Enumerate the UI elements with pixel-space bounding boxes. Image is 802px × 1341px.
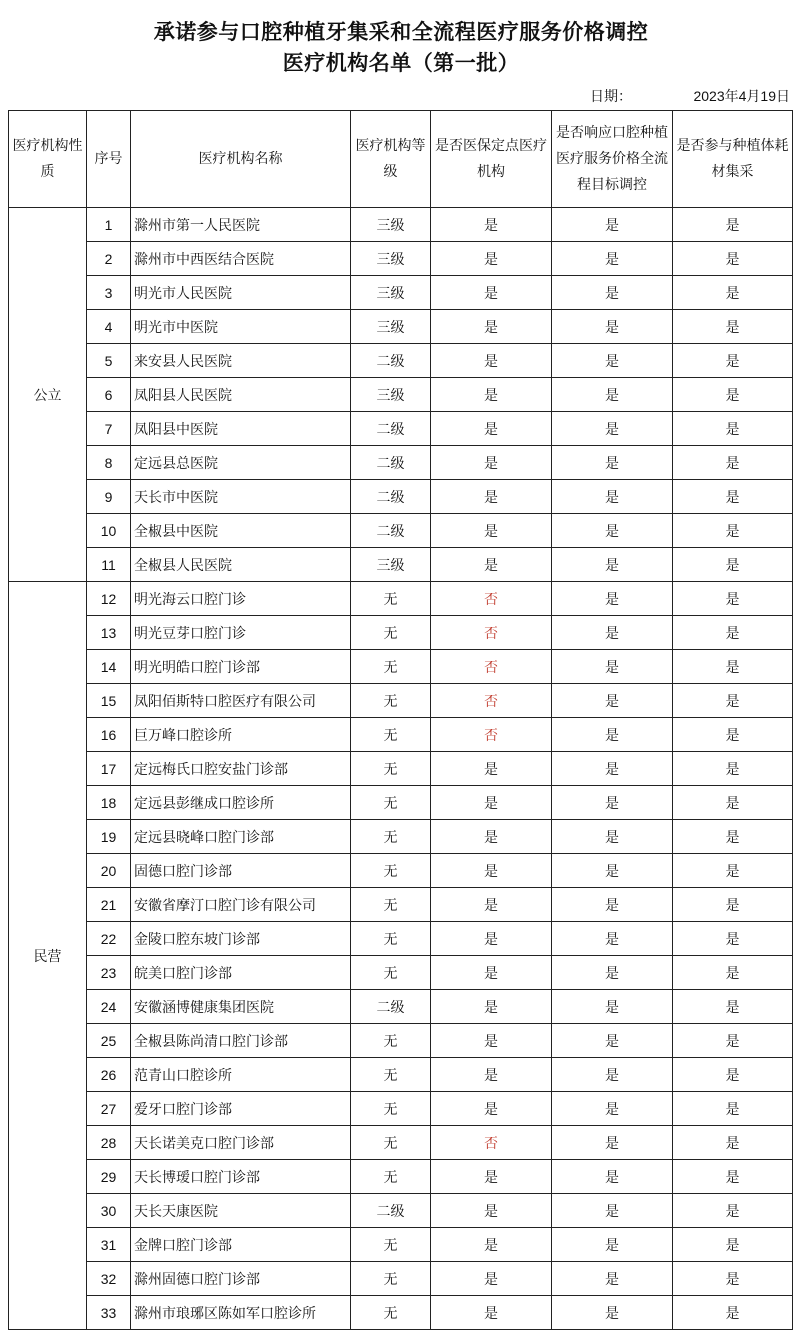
cell-name: 固德口腔门诊部: [131, 854, 351, 888]
cell-insurance: 是: [431, 1092, 552, 1126]
cell-seq: 26: [87, 1058, 131, 1092]
cell-name: 安徽涵博健康集团医院: [131, 990, 351, 1024]
cell-insurance: 是: [431, 888, 552, 922]
cell-price-control: 是: [552, 1194, 673, 1228]
cell-seq: 3: [87, 276, 131, 310]
table-row: [9, 820, 793, 854]
cell-insurance: 是: [431, 820, 552, 854]
cell-seq: 17: [87, 752, 131, 786]
cell-name: 皖美口腔门诊部: [131, 956, 351, 990]
cell-name: 凤阳县人民医院: [131, 378, 351, 412]
cell-level: 无: [351, 1024, 431, 1058]
table-row: [9, 718, 793, 752]
table-row: [9, 1262, 793, 1296]
cell-insurance: 是: [431, 956, 552, 990]
cell-procurement: 是: [673, 310, 793, 344]
table-row: [9, 276, 793, 310]
cell-seq: 19: [87, 820, 131, 854]
cell-seq: 21: [87, 888, 131, 922]
cell-name: 明光市人民医院: [131, 276, 351, 310]
table-row: [9, 1228, 793, 1262]
header-name: 医疗机构名称: [131, 111, 351, 208]
group-label: 公立: [9, 208, 87, 582]
cell-level: 二级: [351, 412, 431, 446]
cell-procurement: 是: [673, 820, 793, 854]
cell-level: 二级: [351, 344, 431, 378]
cell-insurance: 是: [431, 786, 552, 820]
cell-name: 天长天康医院: [131, 1194, 351, 1228]
cell-insurance: 是: [431, 480, 552, 514]
cell-insurance: 是: [431, 1058, 552, 1092]
cell-name: 滁州固德口腔门诊部: [131, 1262, 351, 1296]
table-row: [9, 786, 793, 820]
cell-level: 二级: [351, 990, 431, 1024]
cell-name: 全椒县陈尚清口腔门诊部: [131, 1024, 351, 1058]
cell-procurement: 是: [673, 854, 793, 888]
cell-price-control: 是: [552, 820, 673, 854]
table-row: [9, 888, 793, 922]
cell-price-control: 是: [552, 650, 673, 684]
cell-procurement: 是: [673, 616, 793, 650]
cell-insurance: 是: [431, 344, 552, 378]
cell-price-control: 是: [552, 1160, 673, 1194]
cell-price-control: 是: [552, 514, 673, 548]
cell-insurance: 是: [431, 1228, 552, 1262]
table-row: [9, 344, 793, 378]
cell-seq: 15: [87, 684, 131, 718]
cell-insurance: 是: [431, 1160, 552, 1194]
cell-price-control: 是: [552, 684, 673, 718]
cell-seq: 32: [87, 1262, 131, 1296]
table-row: [9, 922, 793, 956]
cell-seq: 24: [87, 990, 131, 1024]
cell-name: 凤阳佰斯特口腔医疗有限公司: [131, 684, 351, 718]
cell-name: 滁州市第一人民医院: [131, 208, 351, 242]
cell-name: 定远梅氏口腔安盐门诊部: [131, 752, 351, 786]
cell-procurement: 是: [673, 1024, 793, 1058]
table-row: [9, 616, 793, 650]
cell-name: 爱牙口腔门诊部: [131, 1092, 351, 1126]
cell-level: 无: [351, 922, 431, 956]
date-label: 日期：: [590, 89, 632, 105]
cell-seq: 28: [87, 1126, 131, 1160]
cell-procurement: 是: [673, 922, 793, 956]
cell-name: 安徽省摩汀口腔门诊有限公司: [131, 888, 351, 922]
cell-seq: 8: [87, 446, 131, 480]
table-row: [9, 990, 793, 1024]
cell-name: 金牌口腔门诊部: [131, 1228, 351, 1262]
header-insurance: 是否医保定点医疗机构: [431, 111, 552, 208]
cell-level: 无: [351, 718, 431, 752]
table-row: [9, 548, 793, 582]
cell-level: 无: [351, 854, 431, 888]
cell-insurance: 是: [431, 990, 552, 1024]
cell-procurement: 是: [673, 786, 793, 820]
cell-procurement: 是: [673, 548, 793, 582]
cell-insurance: 否: [431, 1126, 552, 1160]
cell-procurement: 是: [673, 990, 793, 1024]
cell-procurement: 是: [673, 1228, 793, 1262]
cell-insurance: 是: [431, 242, 552, 276]
cell-price-control: 是: [552, 412, 673, 446]
cell-level: 无: [351, 888, 431, 922]
table-row: [9, 956, 793, 990]
cell-seq: 14: [87, 650, 131, 684]
cell-level: 无: [351, 616, 431, 650]
cell-procurement: 是: [673, 752, 793, 786]
cell-name: 定远县总医院: [131, 446, 351, 480]
cell-price-control: 是: [552, 276, 673, 310]
header-seq: 序号: [87, 111, 131, 208]
cell-name: 凤阳县中医院: [131, 412, 351, 446]
cell-procurement: 是: [673, 1296, 793, 1330]
cell-name: 滁州市中西医结合医院: [131, 242, 351, 276]
cell-insurance: 是: [431, 922, 552, 956]
header-procurement: 是否参与种植体耗材集采: [673, 111, 793, 208]
cell-insurance: 是: [431, 412, 552, 446]
table-row: [9, 752, 793, 786]
cell-price-control: 是: [552, 446, 673, 480]
date-value: 2023年4月19日: [693, 88, 790, 104]
cell-seq: 2: [87, 242, 131, 276]
cell-level: 无: [351, 1058, 431, 1092]
cell-seq: 9: [87, 480, 131, 514]
cell-seq: 20: [87, 854, 131, 888]
cell-name: 明光市中医院: [131, 310, 351, 344]
cell-level: 二级: [351, 446, 431, 480]
cell-level: 无: [351, 786, 431, 820]
cell-insurance: 是: [431, 378, 552, 412]
cell-price-control: 是: [552, 786, 673, 820]
cell-price-control: 是: [552, 1024, 673, 1058]
cell-price-control: 是: [552, 616, 673, 650]
cell-name: 天长市中医院: [131, 480, 351, 514]
cell-procurement: 是: [673, 1058, 793, 1092]
cell-procurement: 是: [673, 514, 793, 548]
cell-seq: 23: [87, 956, 131, 990]
cell-seq: 18: [87, 786, 131, 820]
cell-insurance: 是: [431, 1262, 552, 1296]
cell-level: 无: [351, 1228, 431, 1262]
cell-insurance: 否: [431, 684, 552, 718]
cell-name: 明光明皓口腔门诊部: [131, 650, 351, 684]
cell-price-control: 是: [552, 1126, 673, 1160]
table-row: [9, 1194, 793, 1228]
table-row: [9, 412, 793, 446]
cell-level: 无: [351, 1296, 431, 1330]
cell-level: 无: [351, 1262, 431, 1296]
table-row: [9, 208, 793, 242]
cell-seq: 12: [87, 582, 131, 616]
cell-procurement: 是: [673, 1194, 793, 1228]
cell-procurement: 是: [673, 650, 793, 684]
cell-seq: 31: [87, 1228, 131, 1262]
cell-insurance: 是: [431, 548, 552, 582]
table-row: [9, 242, 793, 276]
cell-level: 无: [351, 752, 431, 786]
cell-seq: 16: [87, 718, 131, 752]
table-row: [9, 1126, 793, 1160]
cell-insurance: 是: [431, 276, 552, 310]
cell-level: 无: [351, 650, 431, 684]
cell-seq: 7: [87, 412, 131, 446]
cell-price-control: 是: [552, 1058, 673, 1092]
cell-insurance: 是: [431, 1296, 552, 1330]
cell-price-control: 是: [552, 582, 673, 616]
cell-name: 范青山口腔诊所: [131, 1058, 351, 1092]
cell-price-control: 是: [552, 1092, 673, 1126]
cell-price-control: 是: [552, 888, 673, 922]
cell-level: 无: [351, 684, 431, 718]
cell-name: 天长博瑷口腔门诊部: [131, 1160, 351, 1194]
cell-price-control: 是: [552, 922, 673, 956]
cell-procurement: 是: [673, 276, 793, 310]
cell-name: 金陵口腔东坡门诊部: [131, 922, 351, 956]
cell-price-control: 是: [552, 1262, 673, 1296]
cell-level: 无: [351, 1160, 431, 1194]
cell-price-control: 是: [552, 1296, 673, 1330]
table-row: [9, 480, 793, 514]
cell-level: 三级: [351, 276, 431, 310]
table-row: [9, 310, 793, 344]
table-row: [9, 1092, 793, 1126]
cell-name: 滁州市琅琊区陈如军口腔诊所: [131, 1296, 351, 1330]
table-row: [9, 684, 793, 718]
cell-level: 无: [351, 956, 431, 990]
cell-price-control: 是: [552, 344, 673, 378]
cell-procurement: 是: [673, 1262, 793, 1296]
cell-name: 巨万峰口腔诊所: [131, 718, 351, 752]
cell-insurance: 是: [431, 310, 552, 344]
institution-table: [8, 110, 793, 1330]
cell-price-control: 是: [552, 854, 673, 888]
cell-level: 三级: [351, 310, 431, 344]
cell-price-control: 是: [552, 990, 673, 1024]
cell-price-control: 是: [552, 548, 673, 582]
cell-level: 二级: [351, 480, 431, 514]
table-row: [9, 582, 793, 616]
cell-level: 二级: [351, 514, 431, 548]
cell-procurement: 是: [673, 956, 793, 990]
header-row: [9, 111, 793, 208]
cell-level: 二级: [351, 1194, 431, 1228]
cell-procurement: 是: [673, 684, 793, 718]
cell-procurement: 是: [673, 344, 793, 378]
cell-name: 天长诺美克口腔门诊部: [131, 1126, 351, 1160]
cell-price-control: 是: [552, 718, 673, 752]
cell-seq: 33: [87, 1296, 131, 1330]
cell-seq: 4: [87, 310, 131, 344]
cell-insurance: 是: [431, 854, 552, 888]
cell-procurement: 是: [673, 1126, 793, 1160]
cell-insurance: 是: [431, 514, 552, 548]
header-level: 医疗机构等级: [351, 111, 431, 208]
cell-seq: 11: [87, 548, 131, 582]
cell-procurement: 是: [673, 718, 793, 752]
cell-price-control: 是: [552, 480, 673, 514]
cell-seq: 1: [87, 208, 131, 242]
cell-name: 全椒县中医院: [131, 514, 351, 548]
cell-insurance: 是: [431, 1194, 552, 1228]
table-row: [9, 446, 793, 480]
cell-price-control: 是: [552, 242, 673, 276]
cell-name: 来安县人民医院: [131, 344, 351, 378]
cell-level: 三级: [351, 208, 431, 242]
cell-procurement: 是: [673, 378, 793, 412]
cell-procurement: 是: [673, 242, 793, 276]
cell-price-control: 是: [552, 310, 673, 344]
cell-procurement: 是: [673, 1092, 793, 1126]
cell-price-control: 是: [552, 208, 673, 242]
cell-insurance: 是: [431, 752, 552, 786]
table-row: [9, 378, 793, 412]
cell-level: 三级: [351, 548, 431, 582]
cell-procurement: 是: [673, 412, 793, 446]
table-row: [9, 1296, 793, 1330]
document-title-line1: 承诺参与口腔种植牙集采和全流程医疗服务价格调控: [153, 20, 649, 44]
header-nature: 医疗机构性质: [9, 111, 87, 208]
cell-procurement: 是: [673, 1160, 793, 1194]
cell-seq: 10: [87, 514, 131, 548]
table-row: [9, 1024, 793, 1058]
cell-procurement: 是: [673, 208, 793, 242]
cell-procurement: 是: [673, 446, 793, 480]
cell-name: 全椒县人民医院: [131, 548, 351, 582]
cell-insurance: 否: [431, 718, 552, 752]
cell-price-control: 是: [552, 752, 673, 786]
cell-level: 三级: [351, 242, 431, 276]
cell-name: 定远县彭继成口腔诊所: [131, 786, 351, 820]
cell-insurance: 是: [431, 1024, 552, 1058]
cell-level: 无: [351, 1126, 431, 1160]
table-row: [9, 854, 793, 888]
cell-insurance: 否: [431, 616, 552, 650]
cell-price-control: 是: [552, 378, 673, 412]
group-label: 民营: [9, 582, 87, 1330]
cell-procurement: 是: [673, 480, 793, 514]
cell-price-control: 是: [552, 956, 673, 990]
cell-procurement: 是: [673, 582, 793, 616]
table-row: [9, 1160, 793, 1194]
table-body: [9, 208, 793, 1330]
cell-insurance: 是: [431, 446, 552, 480]
cell-level: 三级: [351, 378, 431, 412]
cell-seq: 5: [87, 344, 131, 378]
cell-seq: 6: [87, 378, 131, 412]
document-title-line2: 医疗机构名单（第一批）: [282, 51, 520, 75]
cell-seq: 29: [87, 1160, 131, 1194]
cell-level: 无: [351, 820, 431, 854]
cell-insurance: 否: [431, 582, 552, 616]
cell-seq: 30: [87, 1194, 131, 1228]
cell-price-control: 是: [552, 1228, 673, 1262]
cell-insurance: 是: [431, 208, 552, 242]
cell-seq: 27: [87, 1092, 131, 1126]
cell-name: 明光豆芽口腔门诊: [131, 616, 351, 650]
table-row: [9, 1058, 793, 1092]
cell-seq: 25: [87, 1024, 131, 1058]
cell-name: 明光海云口腔门诊: [131, 582, 351, 616]
header-price-control: 是否响应口腔种植医疗服务价格全流程目标调控: [552, 111, 673, 208]
cell-procurement: 是: [673, 888, 793, 922]
cell-seq: 13: [87, 616, 131, 650]
table-row: [9, 650, 793, 684]
cell-level: 无: [351, 1092, 431, 1126]
table-row: [9, 514, 793, 548]
cell-seq: 22: [87, 922, 131, 956]
cell-insurance: 否: [431, 650, 552, 684]
cell-level: 无: [351, 582, 431, 616]
cell-name: 定远县晓峰口腔门诊部: [131, 820, 351, 854]
